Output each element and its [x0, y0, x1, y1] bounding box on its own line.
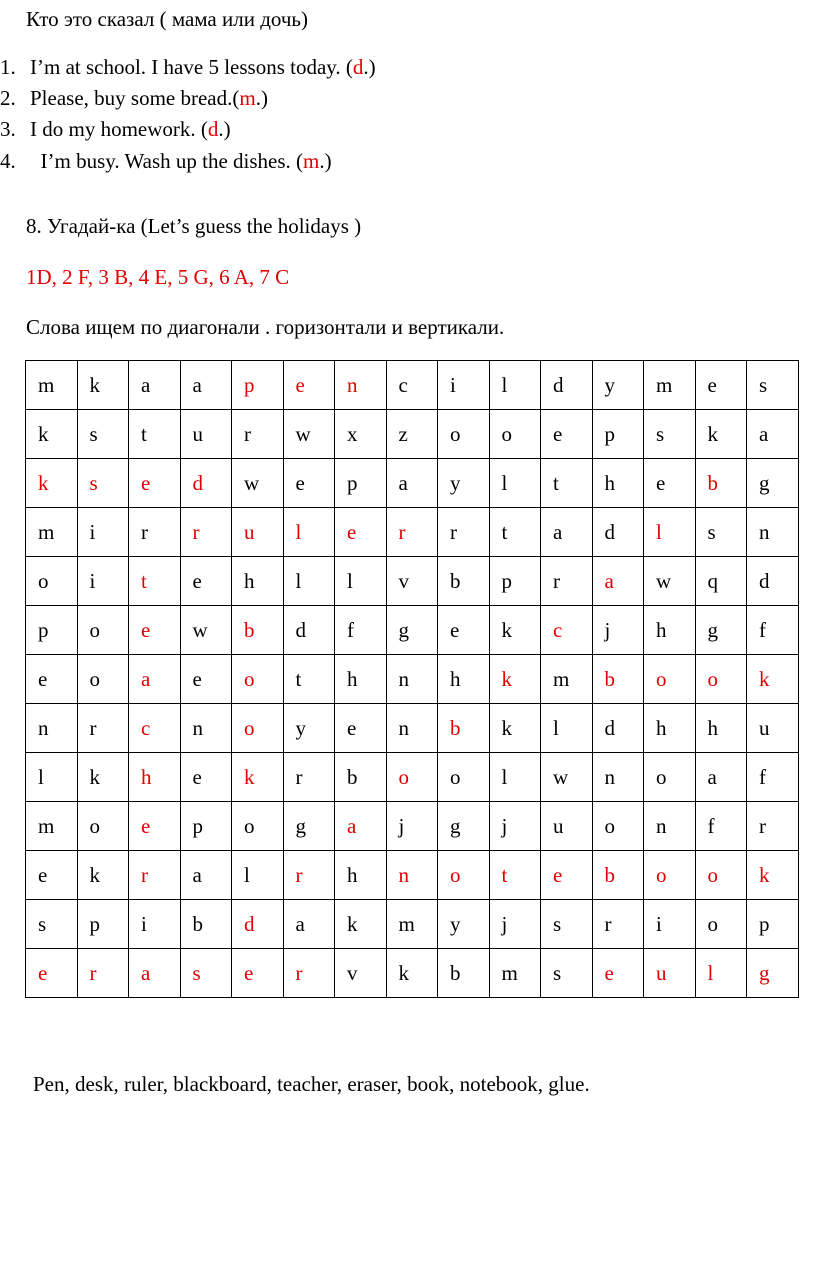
grid-cell: r: [77, 949, 129, 998]
grid-cell: h: [644, 704, 696, 753]
grid-cell: m: [26, 361, 78, 410]
grid-row: [26, 410, 799, 459]
grid-cell: o: [695, 851, 747, 900]
grid-cell: a: [180, 851, 232, 900]
grid-cell: e: [129, 802, 181, 851]
grid-cell: u: [180, 410, 232, 459]
grid-row: [26, 900, 799, 949]
grid-cell: k: [489, 704, 541, 753]
grid-cell: q: [695, 557, 747, 606]
quiz-text: I’m at school. I have 5 lessons today. (: [30, 55, 353, 79]
page-title: Кто это сказал ( мама или дочь): [26, 7, 308, 31]
grid-cell: t: [489, 508, 541, 557]
grid-cell: r: [283, 851, 335, 900]
grid-cell: l: [644, 508, 696, 557]
grid-cell: o: [695, 655, 747, 704]
grid-cell: a: [335, 802, 387, 851]
quiz-text: I’m busy. Wash up the dishes. (: [30, 149, 304, 173]
grid-cell: e: [283, 361, 335, 410]
grid-cell: g: [283, 802, 335, 851]
grid-cell: t: [489, 851, 541, 900]
grid-cell: f: [747, 606, 799, 655]
grid-cell: e: [26, 655, 78, 704]
grid-cell: c: [541, 606, 593, 655]
grid-cell: i: [129, 900, 181, 949]
grid-cell: n: [386, 704, 438, 753]
grid-cell: h: [644, 606, 696, 655]
grid-cell: l: [489, 361, 541, 410]
quiz-close: .): [218, 117, 231, 141]
grid-cell: g: [747, 949, 799, 998]
grid-cell: e: [180, 557, 232, 606]
grid-cell: m: [26, 508, 78, 557]
grid-cell: v: [335, 949, 387, 998]
quiz-answer: m: [239, 86, 256, 110]
grid-cell: l: [695, 949, 747, 998]
grid-cell: r: [180, 508, 232, 557]
grid-row: [26, 361, 799, 410]
grid-row: [26, 606, 799, 655]
quiz-answer: d: [207, 117, 219, 141]
grid-cell: r: [592, 900, 644, 949]
grid-cell: s: [747, 361, 799, 410]
grid-cell: m: [489, 949, 541, 998]
grid-cell: e: [129, 606, 181, 655]
grid-cell: f: [695, 802, 747, 851]
grid-cell: r: [129, 508, 181, 557]
grid-cell: l: [283, 508, 335, 557]
section-8-heading: 8. Угадай-ка (Let’s guess the holidays ): [26, 214, 362, 238]
grid-row: [26, 508, 799, 557]
grid-cell: o: [644, 851, 696, 900]
grid-cell: g: [386, 606, 438, 655]
grid-cell: h: [695, 704, 747, 753]
grid-cell: e: [26, 851, 78, 900]
grid-cell: d: [592, 508, 644, 557]
grid-cell: m: [644, 361, 696, 410]
grid-cell: n: [386, 655, 438, 704]
grid-cell: u: [541, 802, 593, 851]
grid-cell: a: [129, 655, 181, 704]
grid-cell: b: [695, 459, 747, 508]
grid-cell: l: [283, 557, 335, 606]
grid-cell: l: [26, 753, 78, 802]
quiz-text: Please, buy some bread.(: [30, 86, 240, 110]
grid-cell: d: [232, 900, 284, 949]
grid-cell: o: [386, 753, 438, 802]
quiz-item-1: [0, 54, 376, 80]
grid-cell: b: [438, 949, 490, 998]
grid-cell: i: [77, 557, 129, 606]
quiz-number: 2.: [0, 86, 16, 110]
grid-cell: s: [541, 949, 593, 998]
grid-cell: k: [386, 949, 438, 998]
grid-cell: a: [541, 508, 593, 557]
grid-cell: d: [747, 557, 799, 606]
grid-cell: f: [335, 606, 387, 655]
grid-cell: e: [180, 753, 232, 802]
grid-cell: v: [386, 557, 438, 606]
grid-cell: b: [335, 753, 387, 802]
grid-cell: b: [232, 606, 284, 655]
grid-cell: k: [489, 606, 541, 655]
grid-cell: o: [232, 655, 284, 704]
grid-cell: a: [180, 361, 232, 410]
grid-cell: p: [26, 606, 78, 655]
grid-cell: n: [592, 753, 644, 802]
grid-cell: g: [747, 459, 799, 508]
grid-cell: k: [695, 410, 747, 459]
grid-cell: d: [541, 361, 593, 410]
quiz-item-3: [0, 116, 231, 142]
quiz-answer: m: [303, 149, 320, 173]
grid-cell: r: [283, 949, 335, 998]
grid-cell: d: [592, 704, 644, 753]
grid-cell: t: [283, 655, 335, 704]
grid-cell: n: [644, 802, 696, 851]
grid-cell: r: [541, 557, 593, 606]
grid-row: [26, 557, 799, 606]
grid-cell: r: [129, 851, 181, 900]
grid-cell: e: [438, 606, 490, 655]
grid-cell: k: [747, 655, 799, 704]
grid-cell: s: [180, 949, 232, 998]
quiz-answer: d: [352, 55, 364, 79]
grid-cell: i: [644, 900, 696, 949]
grid-cell: l: [335, 557, 387, 606]
grid-cell: k: [77, 851, 129, 900]
quiz-number: 3.: [0, 117, 16, 141]
grid-cell: k: [26, 410, 78, 459]
quiz-number: 4.: [0, 149, 16, 173]
grid-cell: e: [232, 949, 284, 998]
grid-cell: u: [232, 508, 284, 557]
grid-cell: h: [335, 655, 387, 704]
quiz-close: .): [363, 55, 376, 79]
grid-cell: o: [232, 704, 284, 753]
grid-cell: z: [386, 410, 438, 459]
grid-cell: j: [592, 606, 644, 655]
grid-cell: d: [180, 459, 232, 508]
grid-cell: i: [438, 361, 490, 410]
grid-cell: o: [77, 606, 129, 655]
grid-cell: o: [644, 753, 696, 802]
grid-cell: e: [335, 704, 387, 753]
grid-cell: o: [438, 851, 490, 900]
grid-cell: h: [129, 753, 181, 802]
grid-cell: o: [489, 410, 541, 459]
grid-cell: d: [283, 606, 335, 655]
grid-row: [26, 802, 799, 851]
grid-cell: o: [77, 655, 129, 704]
grid-cell: a: [695, 753, 747, 802]
grid-cell: u: [644, 949, 696, 998]
section-8-answers: 1D, 2 F, 3 B, 4 E, 5 G, 6 A, 7 C: [26, 265, 290, 289]
grid-cell: t: [129, 557, 181, 606]
grid-cell: s: [77, 459, 129, 508]
grid-cell: k: [232, 753, 284, 802]
grid-cell: w: [232, 459, 284, 508]
grid-cell: l: [489, 753, 541, 802]
grid-cell: o: [592, 802, 644, 851]
grid-cell: n: [747, 508, 799, 557]
grid-cell: h: [335, 851, 387, 900]
grid-row: [26, 851, 799, 900]
grid-cell: m: [26, 802, 78, 851]
grid-cell: y: [438, 459, 490, 508]
grid-cell: m: [541, 655, 593, 704]
grid-cell: x: [335, 410, 387, 459]
grid-cell: y: [592, 361, 644, 410]
grid-cell: t: [541, 459, 593, 508]
grid-cell: l: [489, 459, 541, 508]
grid-cell: r: [747, 802, 799, 851]
grid-cell: e: [592, 949, 644, 998]
grid-cell: j: [386, 802, 438, 851]
word-list: Pen, desk, ruler, blackboard, teacher, eraser, book, notebook, glue.: [33, 1072, 590, 1096]
grid-cell: a: [386, 459, 438, 508]
grid-cell: e: [180, 655, 232, 704]
word-search-body: [26, 361, 799, 998]
grid-cell: b: [438, 557, 490, 606]
grid-cell: o: [695, 900, 747, 949]
grid-cell: e: [644, 459, 696, 508]
grid-cell: n: [180, 704, 232, 753]
grid-cell: a: [283, 900, 335, 949]
grid-cell: a: [129, 361, 181, 410]
grid-cell: p: [747, 900, 799, 949]
grid-cell: s: [77, 410, 129, 459]
grid-cell: e: [129, 459, 181, 508]
grid-cell: a: [747, 410, 799, 459]
grid-cell: e: [26, 949, 78, 998]
word-search-grid: [25, 360, 799, 998]
grid-cell: k: [489, 655, 541, 704]
quiz-number: 1.: [0, 55, 16, 79]
grid-row: [26, 459, 799, 508]
grid-cell: o: [77, 802, 129, 851]
grid-cell: w: [180, 606, 232, 655]
grid-cell: o: [26, 557, 78, 606]
grid-cell: s: [26, 900, 78, 949]
grid-cell: w: [644, 557, 696, 606]
grid-row: [26, 753, 799, 802]
grid-cell: i: [77, 508, 129, 557]
grid-cell: j: [489, 900, 541, 949]
grid-cell: y: [438, 900, 490, 949]
grid-cell: c: [129, 704, 181, 753]
grid-cell: a: [129, 949, 181, 998]
grid-cell: r: [283, 753, 335, 802]
grid-cell: b: [438, 704, 490, 753]
grid-cell: g: [438, 802, 490, 851]
grid-cell: w: [541, 753, 593, 802]
grid-cell: h: [438, 655, 490, 704]
grid-cell: l: [541, 704, 593, 753]
grid-cell: p: [335, 459, 387, 508]
grid-cell: b: [180, 900, 232, 949]
grid-cell: w: [283, 410, 335, 459]
quiz-close: .): [319, 149, 332, 173]
grid-cell: n: [26, 704, 78, 753]
grid-cell: p: [489, 557, 541, 606]
grid-cell: n: [335, 361, 387, 410]
grid-cell: p: [77, 900, 129, 949]
grid-cell: e: [335, 508, 387, 557]
grid-cell: e: [695, 361, 747, 410]
grid-cell: s: [695, 508, 747, 557]
grid-cell: e: [283, 459, 335, 508]
grid-cell: r: [438, 508, 490, 557]
grid-cell: k: [26, 459, 78, 508]
grid-cell: k: [77, 753, 129, 802]
grid-cell: l: [232, 851, 284, 900]
grid-cell: s: [644, 410, 696, 459]
grid-cell: j: [489, 802, 541, 851]
grid-cell: p: [180, 802, 232, 851]
grid-row: [26, 655, 799, 704]
grid-cell: p: [592, 410, 644, 459]
grid-cell: r: [232, 410, 284, 459]
grid-cell: c: [386, 361, 438, 410]
grid-row: [26, 704, 799, 753]
grid-cell: r: [386, 508, 438, 557]
grid-cell: o: [644, 655, 696, 704]
grid-cell: o: [438, 753, 490, 802]
grid-cell: b: [592, 655, 644, 704]
grid-cell: a: [592, 557, 644, 606]
grid-cell: s: [541, 900, 593, 949]
grid-cell: e: [541, 851, 593, 900]
grid-cell: n: [386, 851, 438, 900]
grid-cell: k: [335, 900, 387, 949]
grid-cell: b: [592, 851, 644, 900]
grid-cell: y: [283, 704, 335, 753]
grid-cell: m: [386, 900, 438, 949]
grid-cell: u: [747, 704, 799, 753]
grid-cell: g: [695, 606, 747, 655]
quiz-item-2: [0, 85, 268, 111]
grid-cell: e: [541, 410, 593, 459]
quiz-text: I do my homework. (: [30, 117, 208, 141]
grid-cell: o: [438, 410, 490, 459]
grid-row: [26, 949, 799, 998]
grid-cell: h: [592, 459, 644, 508]
grid-cell: k: [747, 851, 799, 900]
grid-cell: k: [77, 361, 129, 410]
grid-cell: h: [232, 557, 284, 606]
grid-cell: o: [232, 802, 284, 851]
quiz-item-4: [0, 148, 332, 174]
grid-cell: r: [77, 704, 129, 753]
instruction-text: Слова ищем по диагонали . горизонтали и вертикали.: [26, 315, 505, 339]
grid-cell: t: [129, 410, 181, 459]
grid-cell: f: [747, 753, 799, 802]
quiz-close: .): [255, 86, 268, 110]
grid-cell: p: [232, 361, 284, 410]
